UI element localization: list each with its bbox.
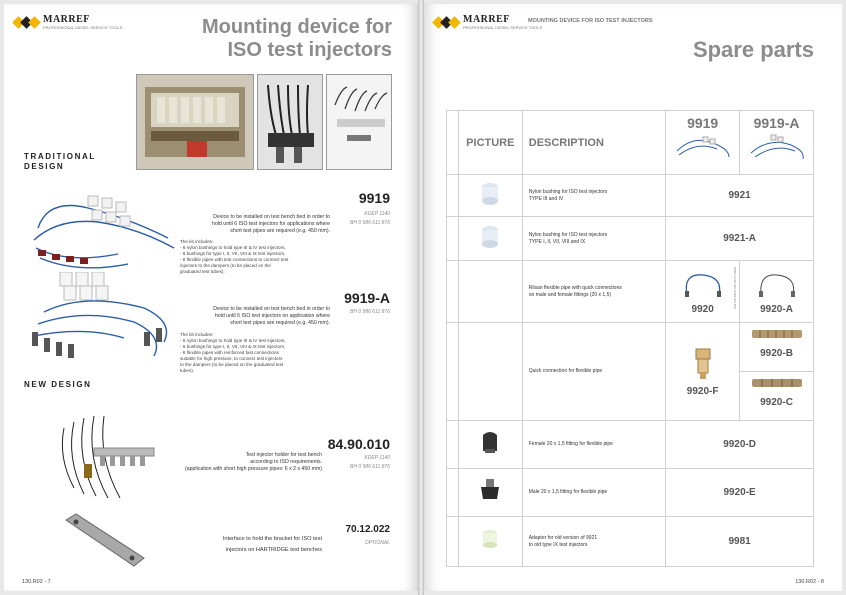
row-description <box>522 261 665 323</box>
product-kit-list <box>180 239 288 275</box>
table-row <box>447 323 814 421</box>
row-description <box>522 517 665 567</box>
kit-9919-a-thumb <box>747 131 807 161</box>
adapter-icon <box>480 527 500 551</box>
left-page <box>4 4 418 591</box>
brand-tagline: PROFESSIONAL DIESEL SERVICE TOOLS <box>463 24 543 30</box>
product-ref-1: BH 0 986 611 876 <box>350 309 390 315</box>
injector-set-photo <box>326 74 392 170</box>
kit-line: to the dampers (to be placed on the graduated test <box>180 362 284 367</box>
kit-line: - 6 nylon bushings to hold type III & IV test injectors, <box>180 338 286 343</box>
header-9919-a-label: 9919-A <box>753 115 800 131</box>
desc-line: short test pipes are required (e.g. 450 mm). <box>230 228 330 234</box>
brand-name: MARREF <box>43 13 90 25</box>
product-9919 <box>4 184 418 284</box>
desc-line: according to ISO requirements. <box>250 459 322 465</box>
row-code: 9920-D <box>666 421 814 469</box>
product-70-12-022-image <box>62 512 146 570</box>
code-label: 9920-C <box>760 397 793 408</box>
title-line-2: ISO test injectors <box>227 39 392 61</box>
product-code: 9919-A <box>344 290 390 306</box>
table-row <box>447 261 814 323</box>
flexible-pipe-icon <box>681 269 725 299</box>
header-picture: PICTURE <box>458 111 522 175</box>
kit-line: - 6 nylon bushings to hold type III & IV test injectors, <box>180 245 286 250</box>
row-description <box>522 323 665 421</box>
product-ref-1: KDEP 1140 <box>364 211 390 217</box>
product-9919-image <box>28 188 178 280</box>
kit-line: suitable for high pressure, to connect test injectors <box>180 356 283 361</box>
brand-tagline: PROFESSIONAL DIESEL SERVICE TOOLS <box>43 24 123 30</box>
desc-line: injectors on HARTRIDGE test benches <box>225 547 322 553</box>
header-description: DESCRIPTION <box>522 111 665 175</box>
desc-line: Nylon bushing for ISO test injectors <box>528 188 608 195</box>
kit-line: - 6 flexible pipes with reinforced fast connections <box>180 350 279 355</box>
product-description <box>142 534 322 556</box>
table-row <box>447 421 814 469</box>
desc-line: Adapter for old version of 9921 <box>528 534 598 541</box>
side-cell <box>447 261 459 323</box>
kit-line: - 6 bushings for type I, II, VII, VIII & IX test injectors, <box>180 251 286 256</box>
product-kit-list <box>180 332 286 374</box>
product-ref-2: BH 0 986 611 876 <box>350 220 390 226</box>
desc-line: Rilsan flexible pipe with quick connections <box>528 284 622 291</box>
desc-line: short test pipes are required (e.g. 450 mm). <box>230 320 330 326</box>
row-picture <box>458 261 522 323</box>
code-label: 9920-B <box>760 348 793 359</box>
row-picture <box>458 469 522 517</box>
section-traditional-line-1: TRADITIONAL <box>24 152 96 161</box>
flexible-pipe-icon <box>755 269 799 299</box>
kit-line: The kit includes: <box>180 239 214 244</box>
row-code-a <box>666 261 740 323</box>
side-col-header <box>447 111 459 175</box>
row-description <box>522 175 665 217</box>
kit-line: injectors to the dampers (to be placed on the <box>180 263 271 268</box>
desc-line: Female 20 x 1,5 fitting for flexible pipe <box>528 441 613 447</box>
row-description <box>522 469 665 517</box>
kit-line: The kit includes: <box>180 332 214 337</box>
row-code-bc <box>740 323 814 421</box>
side-cell <box>447 421 459 469</box>
male-fitting-icon <box>479 477 501 503</box>
desc-line: (application with short high pressure pipes: 6 x 2 x 450 mm) <box>185 466 322 472</box>
code-label: 9920 <box>691 303 714 315</box>
quick-connection-icon <box>692 347 714 381</box>
desc-line: Device to be installed on test bench bed in order to <box>213 214 330 220</box>
side-cell <box>447 217 459 261</box>
row-picture <box>458 517 522 567</box>
fitting-b-icon <box>748 325 806 343</box>
kit-9919-thumb <box>673 131 733 161</box>
code-label: 9920-F <box>686 385 719 397</box>
product-description <box>142 452 322 473</box>
header-9919 <box>666 111 740 175</box>
female-fitting-icon <box>480 429 500 455</box>
product-70-12-022 <box>4 512 418 572</box>
fitting-c-icon <box>748 374 806 392</box>
desc-line: Interface to hold the bracket for ISO test <box>222 536 322 542</box>
spare-parts-table <box>446 110 814 567</box>
desc-line: hold until 6 ISO test injectors on application where <box>214 313 330 319</box>
row-code: 9921-A <box>666 217 814 261</box>
product-ref-1: KDEP 1140 <box>364 455 390 461</box>
logo-mark-icon <box>14 14 40 30</box>
table-header-row <box>447 111 814 175</box>
table-row <box>447 217 814 261</box>
kit-line: graduated test tubes). <box>180 269 225 274</box>
row-code-b <box>740 261 814 323</box>
nylon-bushing-icon <box>480 181 500 205</box>
page-title <box>202 16 392 62</box>
product-9919-a <box>4 286 418 396</box>
section-traditional-design <box>24 152 96 172</box>
brand-logo <box>14 14 122 30</box>
code-b-cell <box>740 323 813 372</box>
row-description <box>522 421 665 469</box>
injector-holder-photo <box>257 74 323 170</box>
row-picture <box>458 217 522 261</box>
side-cell <box>447 323 459 421</box>
desc-line: on male and female fittings (20 x 1,5) <box>528 291 612 298</box>
small-ref: KDEP 1140 / BH 0 986 611 876 <box>733 267 738 309</box>
desc-line: Device to be installed on test bench bed in order to <box>213 306 330 312</box>
title-line-1: Mounting device for <box>202 16 392 38</box>
row-code: 9921 <box>666 175 814 217</box>
header-9919-label: 9919 <box>687 115 719 131</box>
code-label: 9920-A <box>760 303 793 315</box>
test-bench-photo <box>136 74 254 170</box>
side-cell <box>447 469 459 517</box>
desc-line: TYPE I, II, VII, VIII and IX <box>528 238 586 245</box>
row-picture <box>458 175 522 217</box>
page-title: Spare parts <box>692 37 814 62</box>
product-84-90-010 <box>4 408 418 508</box>
desc-line: Nylon bushing for ISO test injectors <box>528 231 608 238</box>
side-cell <box>447 175 459 217</box>
product-ref-2: BH 0 986 611 876 <box>350 464 390 470</box>
section-traditional-line-2: DESIGN <box>24 162 65 171</box>
brand-logo <box>434 14 542 30</box>
product-ref-1: OPTIONAL <box>364 540 390 546</box>
table-row <box>447 517 814 567</box>
kit-line: - 6 bushings for type I, II, VII, VIII & IX test injectors, <box>180 344 286 349</box>
desc-line: TYPE III and IV <box>528 195 564 202</box>
product-code: 9919 <box>358 190 390 206</box>
desc-line: Quick connection for flexible pipe <box>528 368 603 374</box>
row-code: 9920-E <box>666 469 814 517</box>
page-number: 130.R02 - 8 <box>795 579 824 585</box>
row-code: 9981 <box>666 517 814 567</box>
nylon-bushing-icon <box>480 224 500 248</box>
product-code: 70.12.022 <box>345 524 390 535</box>
row-code-a <box>666 323 740 421</box>
row-description <box>522 217 665 261</box>
desc-line: hold until 6 ISO test injectors for applications where <box>212 221 330 227</box>
side-cell <box>447 517 459 567</box>
kit-line: tubes). <box>180 368 195 373</box>
product-code: 84.90.010 <box>327 436 390 452</box>
section-new-design: NEW DESIGN <box>24 380 92 389</box>
row-picture <box>458 323 522 421</box>
desc-line: Male 20 x 1,5 fitting for flexible pipe <box>528 489 608 495</box>
brand-name: MARREF <box>463 13 510 25</box>
desc-line: Test injector holder for test bench <box>245 452 322 458</box>
table-row <box>447 469 814 517</box>
row-picture <box>458 421 522 469</box>
logo-mark-icon <box>434 14 460 30</box>
kit-line: - 6 flexible pipes with test connections to connect test <box>180 257 289 262</box>
product-description <box>160 214 330 235</box>
product-9919-a-image <box>24 272 180 372</box>
code-c-cell <box>740 372 813 420</box>
header-9919-a <box>740 111 814 175</box>
running-header: MOUNTING DEVICE FOR ISO TEST INJECTORS <box>528 18 653 24</box>
header-photos <box>136 74 392 170</box>
product-description <box>160 306 330 327</box>
page-number: 130.R02 - 7 <box>22 579 51 585</box>
table-row <box>447 175 814 217</box>
desc-line: to old type IX test injectors <box>528 541 588 548</box>
right-page <box>424 4 842 591</box>
